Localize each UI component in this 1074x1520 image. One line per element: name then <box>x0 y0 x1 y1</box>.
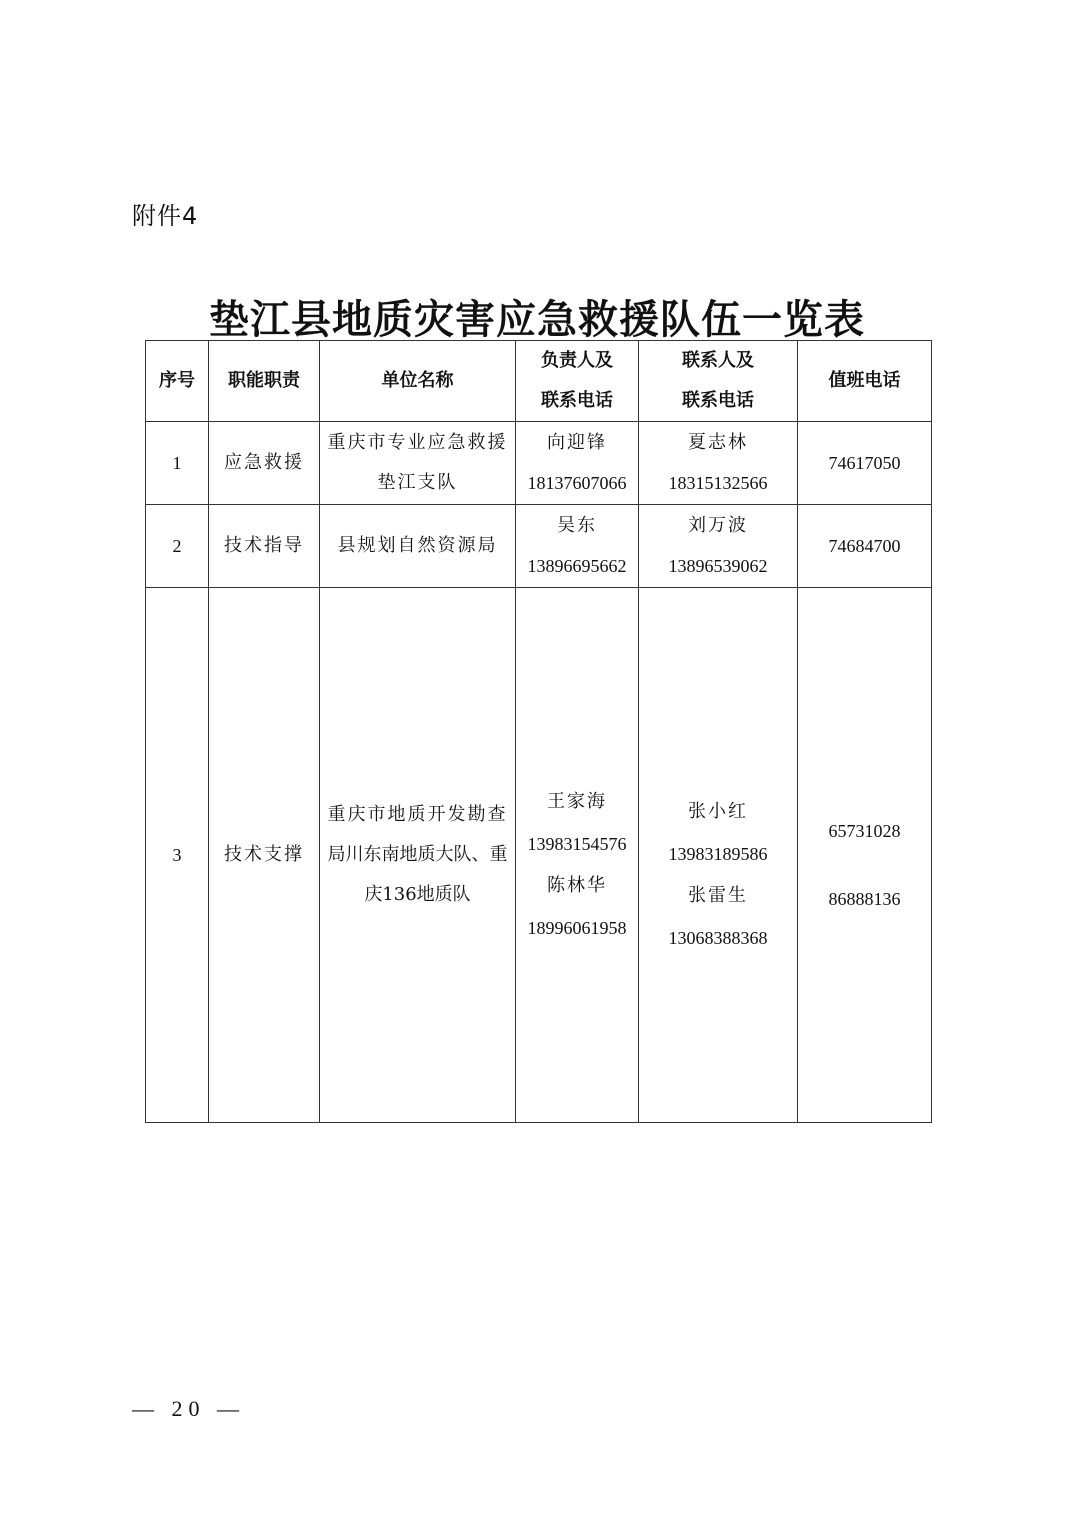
contact-phone: 13068388368 <box>668 928 768 948</box>
row-unit-line2: 垫江支队 <box>377 472 458 493</box>
header-duty: 职能职责 <box>209 341 320 422</box>
leader-phone: 13896695662 <box>527 556 627 576</box>
leader-name: 向迎锋 <box>547 432 607 453</box>
leader-phone: 18137607066 <box>527 473 627 493</box>
contact-name: 张小红 <box>688 801 748 822</box>
header-unit: 单位名称 <box>320 341 516 422</box>
leader-phone: 18996061958 <box>527 918 627 938</box>
row-leader <box>516 422 639 505</box>
row-duty-phone: 74684700 <box>798 505 932 588</box>
row-duty: 技术指导 <box>209 505 320 588</box>
table-row <box>146 505 932 588</box>
contact-phone: 18315132566 <box>668 473 768 493</box>
row-duty: 技术支撑 <box>209 588 320 1123</box>
row-index: 2 <box>146 505 209 588</box>
header-leader-line2: 联系电话 <box>541 390 613 411</box>
row-contact <box>639 588 798 1123</box>
row-unit: 县规划自然资源局 <box>320 505 516 588</box>
rescue-team-table <box>145 340 932 1123</box>
page-title: 垫江县地质灾害应急救援队伍一览表 <box>209 296 865 343</box>
header-duty-phone: 值班电话 <box>798 341 932 422</box>
row-unit-line1: 重庆市地质开发勘查 <box>327 804 508 825</box>
leader-phone: 13983154576 <box>527 834 627 854</box>
header-contact-line1: 联系人及 <box>682 350 754 371</box>
attachment-label: 附件4 <box>132 202 199 230</box>
contact-name: 张雷生 <box>688 885 748 906</box>
row-duty-phone: 74617050 <box>798 422 932 505</box>
header-leader-line1: 负责人及 <box>541 350 613 371</box>
table-row <box>146 588 932 1123</box>
row-duty: 应急救援 <box>209 422 320 505</box>
row-unit-line1: 重庆市专业应急救援 <box>327 432 508 453</box>
duty-phone-2: 86888136 <box>828 889 901 909</box>
header-index: 序号 <box>146 341 209 422</box>
header-contact-line2: 联系电话 <box>682 390 754 411</box>
row-contact <box>639 422 798 505</box>
row-unit-line2: 局川东南地质大队、重 <box>327 844 508 865</box>
duty-phone-1: 65731028 <box>828 821 901 841</box>
row-contact <box>639 505 798 588</box>
header-contact <box>639 341 798 422</box>
row-index: 3 <box>146 588 209 1123</box>
row-unit <box>320 588 516 1123</box>
contact-name: 刘万波 <box>688 515 748 536</box>
table-row <box>146 422 932 505</box>
row-leader <box>516 505 639 588</box>
leader-name: 吴东 <box>557 515 597 536</box>
contact-phone: 13896539062 <box>668 556 768 576</box>
row-index: 1 <box>146 422 209 505</box>
contact-phone: 13983189586 <box>668 844 768 864</box>
row-unit-line3: 庆136地质队 <box>364 884 471 905</box>
leader-name: 王家海 <box>547 791 607 812</box>
row-leader <box>516 588 639 1123</box>
header-leader <box>516 341 639 422</box>
phone-gap <box>798 851 931 879</box>
table-header-row <box>146 341 932 422</box>
leader-name: 陈林华 <box>547 875 607 896</box>
contact-name: 夏志林 <box>688 432 748 453</box>
row-duty-phone <box>798 588 932 1123</box>
page-number: — 20 — <box>132 1396 245 1421</box>
row-unit <box>320 422 516 505</box>
